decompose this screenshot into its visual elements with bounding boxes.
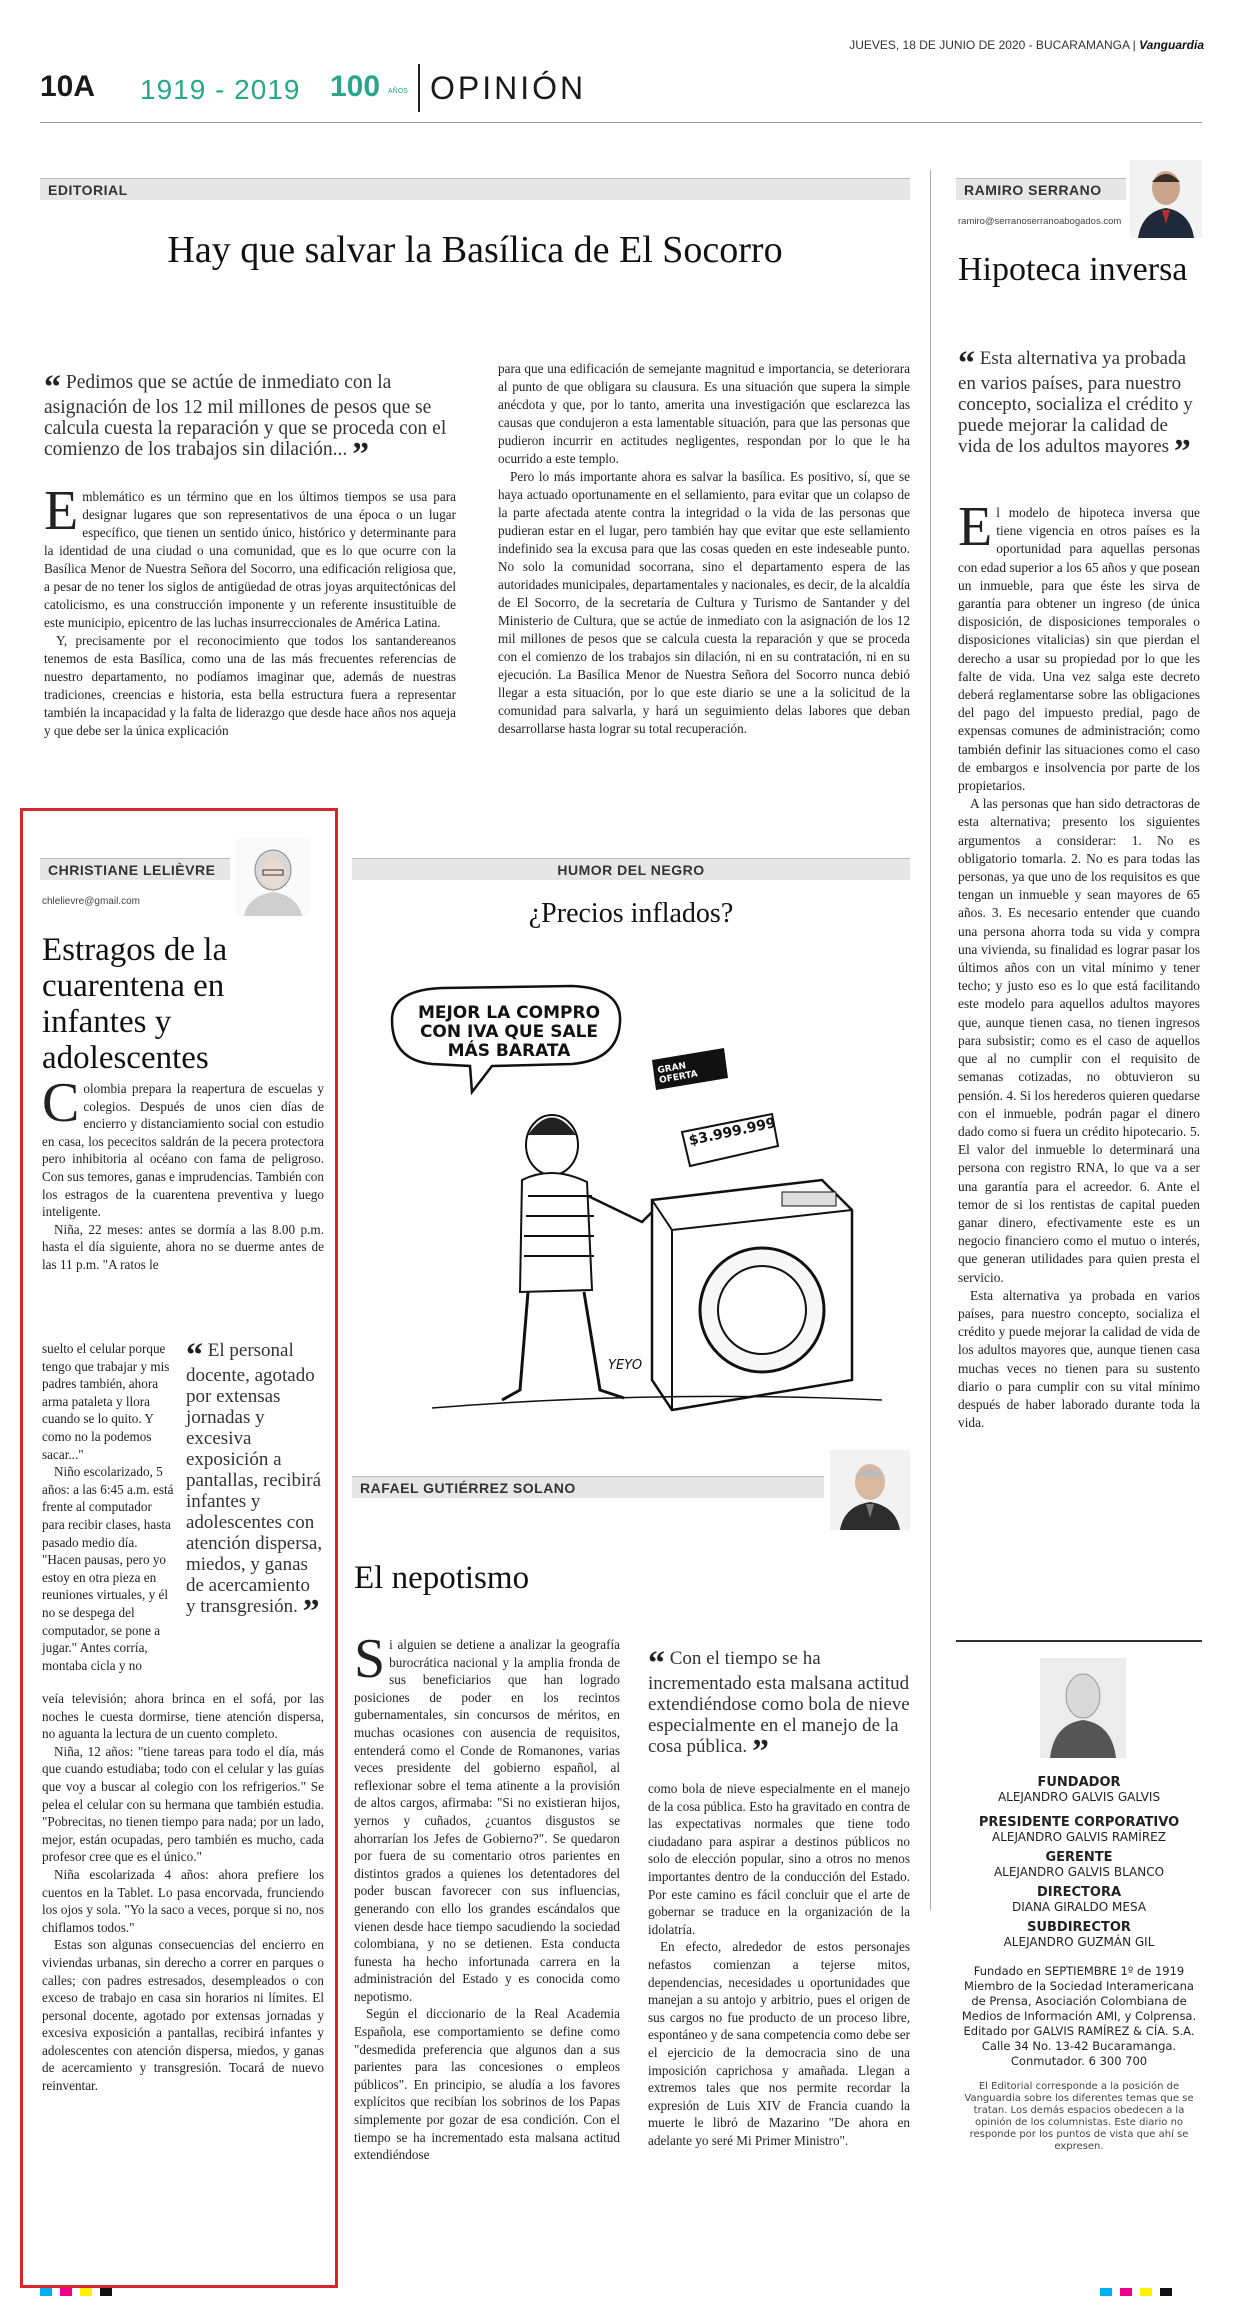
masthead-rule <box>956 1640 1202 1642</box>
column-body-side: suelto el celular porque tengo que trabajar y mis padres también, ahora arma pataleta y llora cuando se lo quito. Y como no la podemos sacar..." Niño escolarizado, 5 años: a las 6:45 a.m. está frente al computador para recibir clases, hasta pasado medio día. "Hacen pausas, pero yo estoy en otra pieza en reuniones virtuales, y él no se despega del computador, se pone a jugar." Antes corría, montaba cicla y no <box>42 1341 174 1673</box>
open-quote-icon: “ <box>44 369 61 406</box>
offer-tag-text: GRAN OFERTA <box>656 1061 699 1086</box>
founder-photo <box>1040 1658 1126 1758</box>
columnist-label: CHRISTIANE LELIÈVRE <box>40 858 230 880</box>
drop-cap: C <box>42 1072 80 1134</box>
column-pull-quote: “ Con el tiempo se ha incrementado esta malsana actitud extendiéndose como bola de nieve especialmente en el manejo de la cosa pública. ” <box>648 1645 910 1770</box>
cartoon-label: HUMOR DEL NEGRO <box>352 858 910 880</box>
registration-mark <box>1120 2288 1132 2296</box>
header-rule <box>40 122 1202 123</box>
price-tag-text: $3.999.999 <box>687 1115 778 1150</box>
columnist-email: chlelievre@gmail.com <box>42 896 140 907</box>
cartoon-illustration <box>352 960 910 1440</box>
speech-bubble-text: MEJOR LA COMPRO CON IVA QUE SALE MÁS BARATA <box>417 1003 601 1061</box>
registration-mark <box>60 2288 72 2296</box>
registration-mark <box>80 2288 92 2296</box>
column-headline: Estragos de la cuarentena en infantes y adolescentes <box>42 932 228 1076</box>
open-quote-icon: “ <box>958 345 975 382</box>
dateline: JUEVES, 18 DE JUNIO DE 2020 - BUCARAMANGA | Vanguardia <box>849 38 1204 52</box>
close-quote-icon: ” <box>751 1733 769 1770</box>
section-title: OPINIÓN <box>430 70 587 106</box>
cartoon-title: ¿Precios inflados? <box>528 898 734 929</box>
column-pull-quote: “ El personal docente, agotado por extensas jornadas y excesiva exposición a pantallas, recibirá infantes y adolescentes con atención dispersa, miedos, y ganas de acercamiento y transgresión. ” <box>186 1337 323 1630</box>
header-divider <box>418 64 420 112</box>
editorial-pull-quote: “ Pedimos que se actúe de inmediato con la asignación de los 12 mil millones de pesos que se calcula cuesta la reparación y que se proceda con el comienzo de los trabajos sin dilación... ” <box>44 369 447 473</box>
close-quote-icon: ” <box>302 1593 320 1630</box>
brand-name: Vanguardia <box>1139 38 1204 52</box>
columnist-photo <box>830 1450 910 1530</box>
column-body-bottom: veía televisión; ahora brinca en el sofá, por las noches le cuesta dormirse, tiene atención dispersa, no aguanta la lectura de un cuento completo. Niña, 12 años: "tiene tareas para todo el día, más que cuando estudiaba; todo con el celular y las guías que voy a buscar al colegio con los refrigerios." Se pelea el celular con su hermana que también estudia. "Pobrecitas, no tienen tiempo para nada; por un lado, mejor, están ocupadas, pero también es mucho, cada profesor cree que es el único." Niña escolarizada 4 años: ahora prefiere los cuentos en la Tablet. Lo pasa encorvada, frunciendo los ojos y sola. "Yo la saco a veces, porque si no, nos chiflamos todos." Estas son algunas consecuencias del encierro en viviendas urbanas, sin derecho a correr en parques o calles; con padres estresados, desempleados o con exceso de trabajo en casa sin horarios ni límites. El personal docente, agotado por extensas jornadas y excesiva exposición a pantallas, recibirá infantes y adolescentes con atención dispersa, miedos, y ganas de acercamiento y transgresión. Tocará de nuevo reinventar. <box>42 1691 324 2094</box>
editorial-headline: Hay que salvar la Basílica de El Socorro <box>167 229 783 271</box>
open-quote-icon: “ <box>186 1337 203 1374</box>
column-body: El modelo de hipoteca inversa que tiene vigencia en otros países es la oportunidad para aquellas personas con edad superior a los 65 años y que posean un inmueble, para que éste les sirva de garantía para obtener un ingreso (de única disposición, de disposiciones temporales o disposiciones vitalicias) sin que pierdan el derecho a usar su propiedad por lo que les falte de vida. Una vez salga este decreto deberá reglamentarse sobre las obligaciones del pago del impuesto predial, pago de expensas comunes de administración; como también definir las situaciones como el caso de embargos e insolvencia por parte de los propietarios. A las personas que han sido detractoras de esta alternativa; presento los siguientes argumentos a considerar: 1. No es obligatorio tomarla. 2. No es para todas las personas, ya que uno de los requisitos es que tengan un inmueble y sean mayores de 65 años. 3. Es necesario entender que cuando una persona ahorra toda su vida y compra una vivienda, su finalidad es lograr pasar los últimos años con un vital mínimo y tener techo; y justo eso es lo que está facilitando este modelo para aquellos adultos mayores que, aunque tienen casa, no tienen ingresos para subsistir; como es el caso de aquellos que al no cumplir con el requisito de semanas cotizadas, no obtuvieron su pensión. 4. Si los herederos quieren quedarse con el inmueble, podrán pagar el dinero dado como si fuera un crédito hipotecario. 5. El valor del inmueble lo determinará una persona con registro RNA, lo que va a ser una garantía para el acreedor. 6. Ante el temor de si los rentistas de capital pueden ganar dinero, efectivamente este es un negocio financiero como el mutuo o interés, que generan utilidades para quien presta el servicio. Esta alternativa ya probada en varios países, para nuestro concepto, socializa el crédito y puede mejorar la calidad de vida de los adultos mayores que, aunque tienen casa muchas veces no tienen para su sustento diario o para cumplir con su vital mínimo después de haber laborado durante toda la vida. <box>958 496 1200 1431</box>
column-body-2: como bola de nieve especialmente en el manejo de la cosa pública. Esto ha gravitado en contra de las expectativas normales que tiene todo ciudadano para aspirar a destinos públicos no solo de elección popular, sino a otros no menos importantes dentro de la conducción del Estado. Por este camino es fácil concluir que el arte de gobernar se traduce en la organización de la idolatría. En efecto, alrededor de estos personajes nefastos comienzan a tejerse mitos, dependencias, necesidades u oportunidades que manejan a su antojo y arbitrio, pues el origen de sus cargos no fue producto de un proceso libre, espontáneo y de sana competencia como debe ser el ejercicio de la democracia sino de una imposición caprichosa y amañada. Llegan a extremos tales que nos permite recordar la expresión de Luis XIV de Francia cuando la muerte le libró de Mazarino "De ahora en adelante yo seré Mi Primer Ministro". <box>648 1781 910 2148</box>
cartoonist-signature: YEYO <box>608 1358 643 1373</box>
column-body-top: Colombia prepara la reapertura de escuelas y colegios. Después de unos cien días de encierro y distanciamiento social con estudio en casa, los pececitos saldrán de la pecera protectora pero inhibitoria al océano con fama de peligroso. Con sus temores, ganas e imprudencias. También con los estragos de la cuarentena preventiva y luego inteligente. Niña, 22 meses: antes se dormía a las 8.00 p.m. hasta el día siguiente, ahora no se duerme antes de las 11 p.m. "A ratos le <box>42 1072 324 1272</box>
drop-cap: E <box>958 496 993 558</box>
column-headline: Hipoteca inversa <box>958 251 1188 288</box>
columnist-email: ramiro@serranoserranoabogados.com <box>958 216 1122 227</box>
column-body-1: Si alguien se detiene a analizar la geografía burocrática nacional y la amplia fronda de sus beneficiarios que han logrado posiciones de poder en los recintos gubernamentales, sin concursos de méritos, en muchas ocasiones con ausencia de requisitos, entenderá como el Conde de Romanones, varias veces presidente del gobierno español, al reflexionar sobre el tema atinente a la provisión de altos cargos, afirmaba: "Si no existieran hijos, yernos y cuñados, ¿cuantos disgustos se ahorrarían los Jefes de Gobierno?". Se quedaron por fuera de su comentario otros parientes en distintos grados a quienes los detentadores del poder buscan favorecer con sus influencias, generando con ello los grandes escándalos que vienen desde hace tiempo sacudiendo la sociedad colombiana, y no se detienen. Esta conducta funesta ha hecho infortunada carrera en la administración del Estado y es conocida como nepotismo. Según el diccionario de la Real Academia Española, ese comportamiento se define como "desmedida preferencia que algunos dan a sus parientes para las concesiones o empleos públicos". En principio, se aludía a los favores explícitos que recibían los sobrinos de los Papas simplemente por gozar de esa condición. Con el tiempo se ha incrementado esta malsana actitud extendiéndose <box>354 1628 620 2163</box>
anniversary-logo: 100 AÑOS <box>330 70 408 103</box>
close-quote-icon: ” <box>352 436 370 473</box>
editorial-column-1: Emblemático es un término que en los últimos tiempos se usa para designar lugares que son representativos de una época o un lugar específico, que tienen un sentido único, histórico y determinante para la identidad de una ciudad o una comunidad, que es lo que ocurre con la Basílica Menor de Nuestra Señora del Socorro, una edificación religiosa que, a pesar de no tener los siglos de antigüedad de otras joyas arquitectónicas del catolicismo, es una construcción imponente y un referente insustituible de este municipio, epicentro de las luchas insurreccionales de América Latina. Y, precisamente por el reconocimiento que todos los santandereanos tenemos de esta Basílica, como una de las más frecuentes referencias de nuestro departamento, no podíamos imaginar que, además de nuestras tradiciones, creencias e historia, esta bella estructura fuera a representar también la incapacidad y la falta de liderazgo que desde hace años nos aqueja y que debe ser la única explicación <box>44 480 456 738</box>
registration-mark <box>1140 2288 1152 2296</box>
close-quote-icon: ” <box>1173 433 1191 470</box>
page-number: 10A <box>40 70 96 103</box>
open-quote-icon: “ <box>648 1645 665 1682</box>
registration-mark <box>100 2288 112 2296</box>
column-headline: El nepotismo <box>354 1560 530 1596</box>
columnist-photo <box>1130 160 1202 238</box>
editorial-label: EDITORIAL <box>40 178 910 200</box>
columnist-label: RAFAEL GUTIÉRREZ SOLANO <box>352 1476 824 1498</box>
anniversary-years: 1919 - 2019 <box>140 74 301 105</box>
registration-mark <box>40 2288 52 2296</box>
drop-cap: S <box>354 1628 386 1690</box>
drop-cap: E <box>44 480 79 542</box>
registration-mark <box>1100 2288 1112 2296</box>
columnist-photo <box>236 838 310 916</box>
masthead: FUNDADOR ALEJANDRO GALVIS GALVIS PRESIDENTE CORPORATIVO ALEJANDRO GALVIS RAMÍREZ GERENTE ALEJANDRO GALVIS BLANCO DIRECTORA DIANA GIRALDO MESA SUBDIRECTOR ALEJANDRO GUZMÁN GIL Fundado en SEPTIEMBRE 1º de 1919 Miembro de la Sociedad Interamericana de Prensa, Asociación Colombiana de Medios de Información AMI, y Colprensa. Editado por GALVIS RAMÍREZ & CÍA. S.A. Calle 34 No. 13-42 Bucaramanga. Conmutador. 6 300 700 El Editorial corresponde a la posición de Vanguardia sobre los diferentes temas que se tratan. Los demás espacios obedecen a la opinión de los columnistas. Este diario no responde por los puntos de vista que ahí se expresen. <box>961 1775 1197 2152</box>
editorial-column-2: para que una edificación de semejante magnitud e importancia, se deteriorara al punto de que obligara su clausura. Es una situación que supera la simple anécdota y que, por lo tanto, amerita una investigación que esclarezca las causas que condujeron a esta lamentable situación, para que las personas que pudieron incurrir en actitudes negligentes, respondan por lo que le ha ocurrido a este templo. Pero lo más importante ahora es salvar la basílica. Es positivo, sí, que se haya actuado oportunamente en el sellamiento, para evitar que un colapso de la parte afectada atente contra la integridad o la vida de las personas que pudieran estar en el lugar, pero también hay que evitar que este sellamiento indefinido sea la excusa para que las cosas queden en este indeseable punto. No solo la comunidad socorrana, sino el departamento espera de las autoridades municipales, departamentales y nacionales, es decir, de la alcaldía de El Socorro, de la secretaría de Cultura y Turismo de Santander y del Ministerio de Cultura, que se actúe de inmediato con la asignación de los 12 mil millones de pesos que se calcula cuesta la reparación y que se proceda con el comienzo de los trabajos sin dilación, ni en su contratación, ni en su ejecución. La Basílica Menor de Nuestra Señora del Socorro nunca debió llegar a esta situación, por lo que este diario se une a la solicitud de la comunidad para salvarla, y hará un seguimiento delas labores que deban desarrollarse hasta lograr su total recuperación. <box>498 361 910 736</box>
column-pull-quote: “ Esta alternativa ya probada en varios países, para nuestro concepto, socializa el crédito y puede mejorar la calidad de vida de los adultos mayores ” <box>958 345 1193 470</box>
registration-mark <box>1160 2288 1172 2296</box>
columnist-label: RAMIRO SERRANO <box>956 178 1126 200</box>
column-divider <box>930 170 931 1910</box>
